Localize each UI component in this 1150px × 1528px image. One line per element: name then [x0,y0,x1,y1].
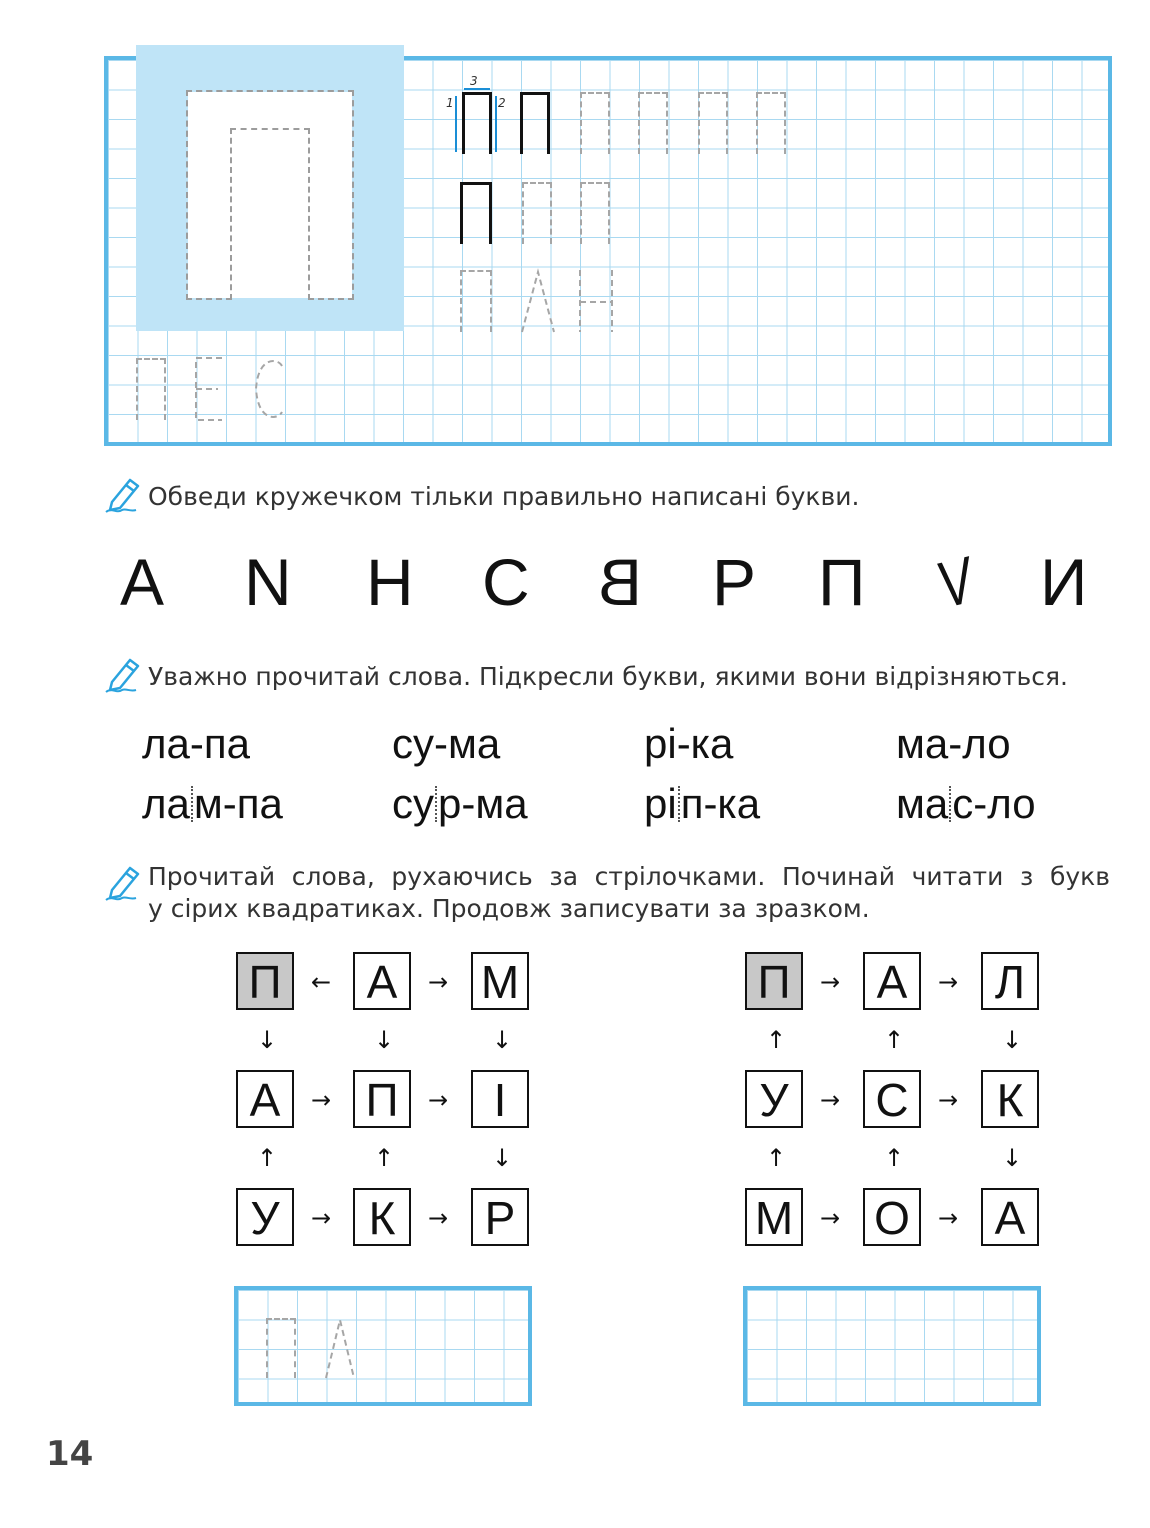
trace-letter [698,92,728,154]
trace-letter [756,92,786,154]
arrow-left-icon: ← [311,968,332,996]
sample-trace-letter-1 [266,1318,296,1378]
arrow-down-icon: ↓ [374,1026,395,1054]
arrow-up-icon: ↑ [257,1144,278,1172]
stroke-number-1: 1 [446,96,454,110]
arrow-up-icon: ↑ [374,1144,395,1172]
trace-letter [638,92,668,154]
trace-letter [580,182,610,244]
letter-option[interactable]: H [366,545,414,619]
letter-cell: О [863,1188,921,1246]
letter-cell: К [981,1070,1039,1128]
letter-cell: С [863,1070,921,1128]
arrow-right-icon: → [820,1086,841,1114]
sample-trace-letter-2 [322,1316,358,1380]
letter-cell: М [471,952,529,1010]
arrow-up-icon: ↑ [766,1144,787,1172]
word-bottom: мас-ло [896,780,1036,827]
arrow-right-icon: → [311,1204,332,1232]
letter-option[interactable]: N [244,545,292,619]
letter-cell-start: П [745,952,803,1010]
word-bottom: сур-ма [392,780,528,827]
word-top: ма-ло [896,720,1011,767]
letter-option[interactable]: V [934,541,978,623]
trace-word-pes-letter-2 [192,356,226,422]
sample-letter-solid [520,92,550,154]
writing-grid-right[interactable] [743,1286,1041,1406]
sample-letter-solid [460,182,492,244]
stroke-arrow-1 [455,96,457,152]
arrow-right-icon: → [938,1086,959,1114]
arrow-down-icon: ↓ [1002,1026,1023,1054]
letter-cell: Л [981,952,1039,1010]
letter-cell: А [863,952,921,1010]
word-top: ла-па [142,720,250,767]
arrow-down-icon: ↓ [1002,1144,1023,1172]
stroke-number-3: 3 [470,74,478,88]
letter-option[interactable]: C [482,545,530,619]
arrow-up-icon: ↑ [766,1026,787,1054]
arrow-down-icon: ↓ [492,1144,513,1172]
trace-word-pan-letter-3 [576,268,616,334]
task3-instruction-line1: Прочитай слова, рухаючись за стрілочками. Починай читати з букв [148,862,1110,891]
page-number: 14 [46,1434,94,1474]
letter-option[interactable]: B [598,545,643,619]
arrow-right-icon: → [428,1204,449,1232]
task3-instruction-line2: у сірих квадратиках. Продовж записувати за зразком. [148,894,870,923]
arrow-right-icon: → [311,1086,332,1114]
trace-word-pes-letter-3 [252,356,286,422]
trace-word-pan-letter-2 [518,268,558,334]
word-top: рі-ка [644,720,734,767]
letter-cell: І [471,1070,529,1128]
letter-cell: У [236,1188,294,1246]
stroke-arrow-3 [464,88,490,90]
word-bottom: ріп-ка [644,780,761,827]
arrow-down-icon: ↓ [492,1026,513,1054]
word-bottom: лам-па [142,780,283,827]
pencil-icon [104,474,144,514]
arrow-right-icon: → [820,1204,841,1232]
arrow-right-icon: → [938,1204,959,1232]
letter-option[interactable]: П [818,545,866,619]
letter-option[interactable]: И [1040,545,1088,619]
letter-cell: А [236,1070,294,1128]
letter-cell: К [353,1188,411,1246]
letter-cell: М [745,1188,803,1246]
task2-instruction: Уважно прочитай слова. Підкресли букви, якими вони відрізняються. [148,662,1068,691]
arrow-down-icon: ↓ [257,1026,278,1054]
letter-cell: А [353,952,411,1010]
letter-cell: Р [471,1188,529,1246]
letter-cell: П [353,1070,411,1128]
arrow-up-icon: ↑ [884,1026,905,1054]
letter-option[interactable]: A [120,545,165,619]
letter-option[interactable]: P [712,545,757,619]
arrow-right-icon: → [938,968,959,996]
trace-word-pes-letter-1 [136,358,166,420]
stroke-arrow-2 [495,96,497,152]
stroke-number-2: 2 [498,96,506,110]
pencil-icon [104,654,144,694]
arrow-right-icon: → [820,968,841,996]
task1-instruction: Обведи кружечком тільки правильно написані букви. [148,482,860,511]
pencil-icon [104,862,144,902]
arrow-right-icon: → [428,1086,449,1114]
trace-letter [522,182,552,244]
letter-cell-start: П [236,952,294,1010]
trace-word-pan-letter-1 [460,270,492,332]
letter-cell: У [745,1070,803,1128]
arrow-right-icon: → [428,968,449,996]
letter-cell: А [981,1188,1039,1246]
arrow-up-icon: ↑ [884,1144,905,1172]
sample-letter-solid [462,92,492,154]
trace-letter [580,92,610,154]
word-top: су-ма [392,720,501,767]
